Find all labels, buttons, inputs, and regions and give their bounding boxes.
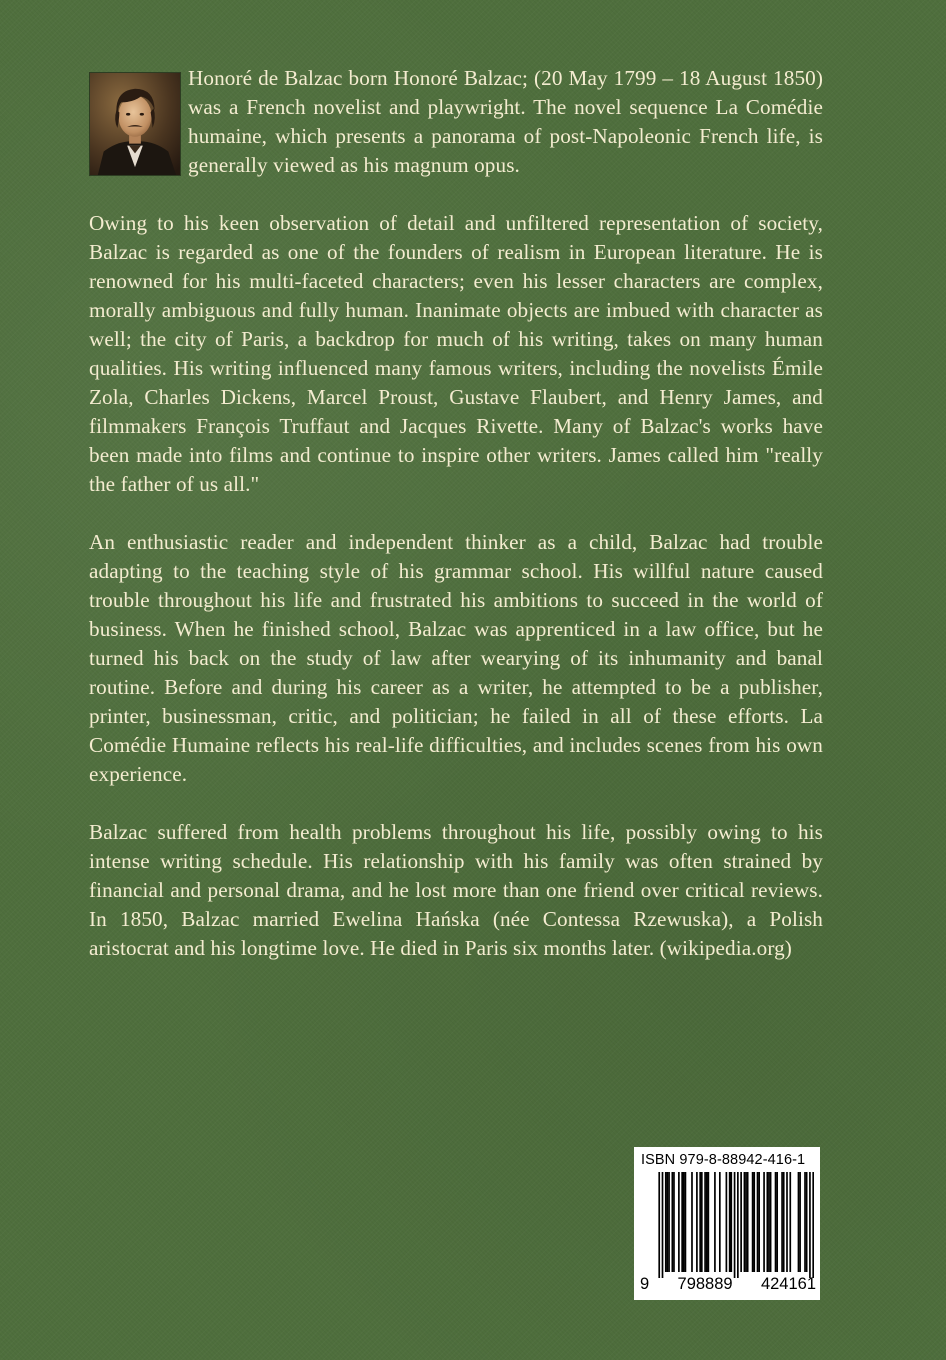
barcode-bar bbox=[696, 1172, 698, 1272]
barcode-bar bbox=[665, 1172, 667, 1272]
barcode-bar bbox=[658, 1172, 660, 1278]
barcode-bar bbox=[804, 1172, 806, 1272]
barcode-bar bbox=[812, 1172, 814, 1278]
barcode-bar bbox=[752, 1172, 754, 1272]
barcode-bar bbox=[770, 1172, 772, 1272]
barcode-bar bbox=[683, 1172, 685, 1272]
barcode-bar bbox=[798, 1172, 800, 1272]
barcode-bar bbox=[726, 1172, 728, 1272]
barcode-bar bbox=[763, 1172, 765, 1272]
paragraph-2: Owing to his keen observation of detail and unfiltered representation of society, Balzac is regarded as one of the founders of realism in European literature. He is renowned for his multi-faceted characters; even his lesser characters are complex, morally ambiguous and fully human. Inanimate objects are imbued with character as well; the city of Paris, a backdrop for much of his writing, takes on many human qualities. His writing influenced many famous writers, including the novelists Émile Zola, Charles Dickens, Marcel Proust, Gustave Flaubert, and Henry James, and filmmakers François Truffaut and Jacques Rivette. Many of Balzac's works have been made into films and continue to inspire other writers. James called him "really the father of us all." bbox=[89, 211, 823, 496]
barcode-bar bbox=[699, 1172, 701, 1272]
barcode-bar bbox=[747, 1172, 749, 1272]
barcode-bar bbox=[691, 1172, 693, 1272]
barcode-bar bbox=[776, 1172, 778, 1272]
barcode-bar bbox=[768, 1172, 770, 1272]
barcode-bar bbox=[775, 1172, 777, 1272]
barcode-bar bbox=[766, 1172, 768, 1272]
barcode-bar bbox=[740, 1172, 742, 1272]
barcode-bars bbox=[642, 1172, 814, 1278]
barcode-bar bbox=[799, 1172, 801, 1272]
barcode-bar bbox=[757, 1172, 759, 1272]
paragraph-1 bbox=[89, 64, 823, 180]
barcode-bar bbox=[789, 1172, 791, 1272]
barcode-bar bbox=[671, 1172, 673, 1272]
barcode-bar bbox=[701, 1172, 703, 1272]
barcode-bar bbox=[706, 1172, 708, 1272]
barcode-bar bbox=[783, 1172, 785, 1272]
barcode-digit-lead: 9 bbox=[640, 1275, 650, 1293]
barcode-bar bbox=[744, 1172, 746, 1272]
barcode-digits bbox=[640, 1275, 816, 1294]
barcode-bar bbox=[737, 1172, 739, 1278]
barcode-bar bbox=[708, 1172, 710, 1272]
paragraph-1-text: Honoré de Balzac born Honoré Balzac; (20 May 1799 – 18 August 1850) was a French novelist and playwright. The novel sequence La Comédie humaine, which presents a panorama of post-Napoleonic French life, is generally viewed as his magnum opus. bbox=[188, 66, 823, 177]
barcode-bar bbox=[667, 1172, 669, 1272]
author-portrait bbox=[89, 72, 181, 176]
barcode-bar bbox=[704, 1172, 706, 1272]
isbn-label: ISBN 979-8-88942-416-1 bbox=[641, 1152, 806, 1168]
barcode-bar bbox=[781, 1172, 783, 1272]
paragraph-3: An enthusiastic reader and independent thinker as a child, Balzac had trouble adapting to the teaching style of his grammar school. His willful nature caused trouble throughout his life and frustrated his ambitions to succeed in the world of business. When he finished school, Balzac was apprenticed in a law office, but he turned his back on the study of law after wearying of its inhumanity and banal routine. Before and during his career as a writer, he attempted to be a publisher, printer, businessman, critic, and politician; he failed in all of these efforts. La Comédie Humaine reflects his real-life difficulties, and includes scenes from his own experience. bbox=[89, 530, 823, 786]
barcode-bar bbox=[681, 1172, 683, 1272]
barcode-bar bbox=[730, 1172, 732, 1272]
barcode-bar bbox=[809, 1172, 811, 1278]
description-text bbox=[89, 64, 823, 992]
barcode-bar bbox=[714, 1172, 716, 1272]
isbn-barcode bbox=[634, 1147, 820, 1300]
paragraph-4: Balzac suffered from health problems throughout his life, possibly owing to his intense writing schedule. His relationship with his family was often strained by financial and personal drama, and he lost more than one friend over critical reviews. In 1850, Balzac married Ewelina Hańska (née Contessa Rzewuska), a Polish aristocrat and his longtime love. He died in Paris six months later. (wikipedia.org) bbox=[89, 820, 823, 960]
barcode-bar bbox=[806, 1172, 808, 1272]
barcode-bar bbox=[734, 1172, 736, 1278]
barcode-digit-right: 424161 bbox=[760, 1275, 816, 1293]
barcode-bar bbox=[662, 1172, 664, 1278]
barcode-digit-left: 798889 bbox=[677, 1275, 733, 1293]
barcode-bar bbox=[719, 1172, 721, 1272]
barcode-bar bbox=[729, 1172, 731, 1272]
barcode-bar bbox=[678, 1172, 680, 1272]
barcode-bar bbox=[668, 1172, 670, 1272]
barcode-bar bbox=[745, 1172, 747, 1272]
barcode-bar bbox=[753, 1172, 755, 1272]
portrait-image bbox=[90, 73, 180, 175]
barcode-bar bbox=[685, 1172, 687, 1272]
barcode-bar bbox=[786, 1172, 788, 1272]
barcode-bar bbox=[758, 1172, 760, 1272]
barcode-bar bbox=[673, 1172, 675, 1272]
